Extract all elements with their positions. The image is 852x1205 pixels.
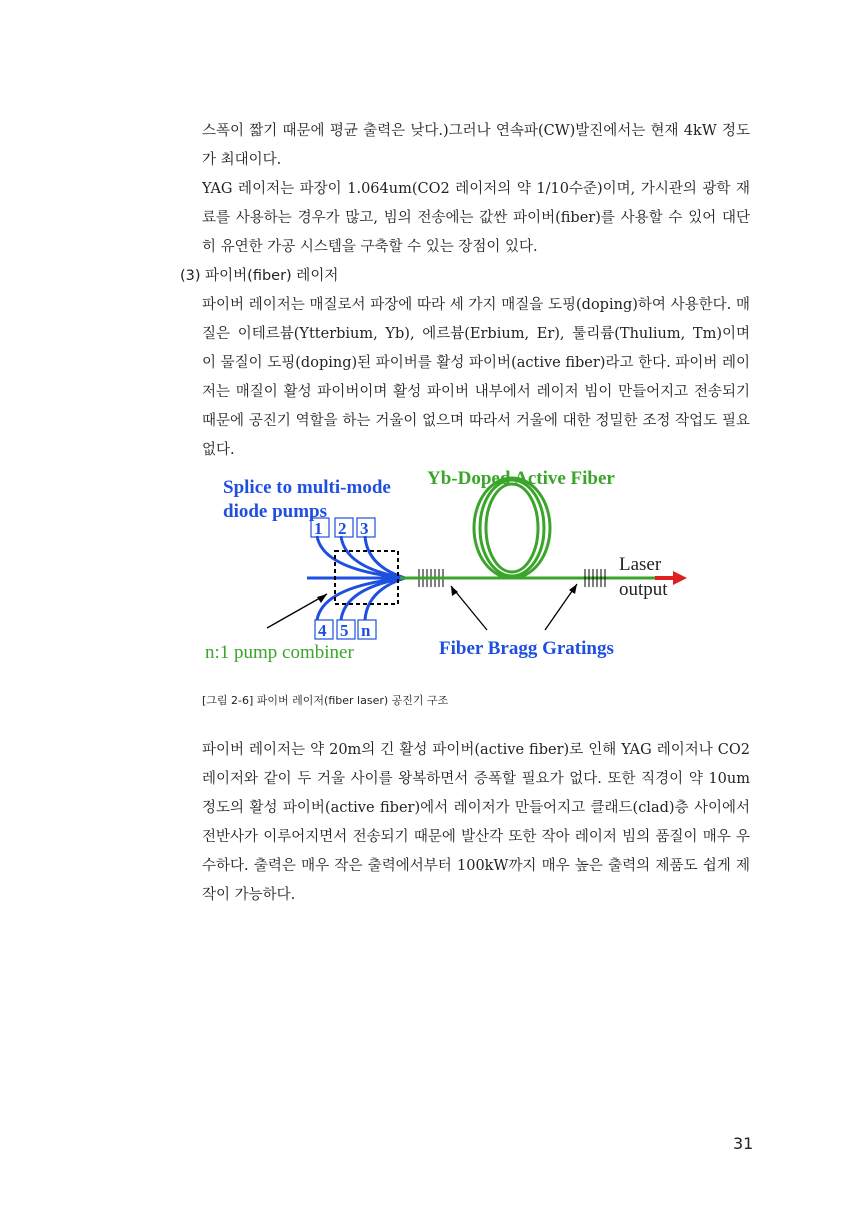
bragg-gratings-label: Fiber Bragg Gratings [439,638,614,659]
paragraph-fiber-advantages: 파이버 레이저는 약 20m의 긴 활성 파이버(active fiber)로 인해 YAG 레이저나 CO2 레이저와 같이 두 거울 사이를 왕복하면서 증폭할 필요가 없다. 또한 직경이 약 10um 정도의 활성 파이버(active fiber)에서 레이저가 만들어지고 클래드(clad)층 사이에서 전반사가 이루어지면서 전송되기 때문에 발산각 또한 작아 레이저 빔의 품질이 매우 우수하다. 출력은 매우 작은 출력에서부터 100kW까지 매우 높은 출력의 제품도 쉽게 제작이 가능하다. [202,742,750,903]
laser-output-label-line2: output [619,579,668,600]
laser-output-arrow [673,571,687,585]
section-heading: (3) 파이버(fiber) 레이저 [180,268,339,284]
pointer-arrows [267,584,577,630]
pump-label-4: 4 [318,621,327,640]
splice-label-line2: diode pumps [223,501,328,522]
paragraph-fiber-laser: 파이버 레이저는 매질로서 파장에 따라 세 가지 매질을 도핑(doping)하여 사용한다. 매질은 이테르븀(Ytterbium, Yb), 에르븀(Erbium, Er), 툴리륨(Thulium, Tm)이며 이 물질이 도핑(doping)된 파이버를 활성 파이버(active fiber)라고 한다. 파이버 레이저는 매질이 활성 파이버이며 활성 파이버 내부에서 레이저 빔이 만들어지고 전송되기 때문에 공진기 역할을 하는 거울이 없으며 따라서 거울에 대한 정밀한 조정 작업도 필요없다. [202,297,750,458]
pump-label-n: n [361,621,371,640]
splice-label-line1: Splice to multi-mode [223,477,391,498]
pump-label-5: 5 [340,621,349,640]
pump-label-3: 3 [360,519,369,538]
fiber-laser-diagram [195,458,715,673]
combiner-label: n:1 pump combiner [205,642,354,663]
page-number: 31 [733,1134,754,1153]
yb-fiber-label: Yb-Doped Active Fiber [427,468,615,489]
pump-label-1: 1 [314,519,323,538]
pump-fibers [307,536,405,620]
paragraph-intro: 스폭이 짧기 때문에 평균 출력은 낮다.)그러나 연속파(CW)발진에서는 현재 4kW 정도가 최대이다. [202,123,750,168]
figure-caption: [그림 2-6] 파이버 레이저(fiber laser) 공진기 구조 [202,694,449,707]
paragraph-yag: YAG 레이저는 파장이 1.064um(CO2 레이저의 약 1/10수준)이며, 가시관의 광학 재료를 사용하는 경우가 많고, 빔의 전송에는 값싼 파이버(fiber)를 사용할 수 있어 대단히 유연한 가공 시스템을 구축할 수 있는 장점이 있다. [202,181,750,255]
pump-label-2: 2 [338,519,347,538]
laser-output-label-line1: Laser [619,554,662,575]
